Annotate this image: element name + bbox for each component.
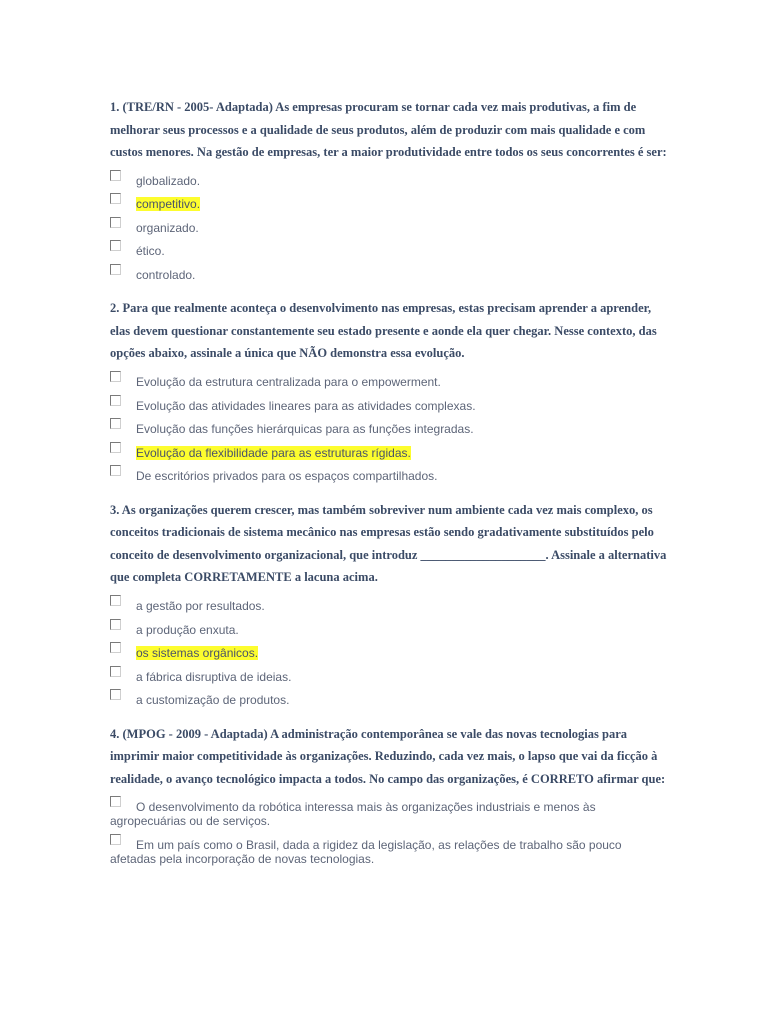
checkbox[interactable] (110, 264, 121, 275)
option-1c[interactable] (110, 217, 670, 241)
option-2d[interactable] (110, 442, 670, 466)
option-1e[interactable] (110, 264, 670, 288)
option-1b[interactable] (110, 193, 670, 217)
option-2e[interactable] (110, 465, 670, 489)
option-label: controlado. (136, 267, 196, 282)
option-label: globalizado. (136, 173, 201, 188)
option-2b[interactable] (110, 395, 670, 419)
option-label: Evolução das funções hierárquicas para as funções integradas. (136, 422, 474, 437)
option-3d[interactable] (110, 666, 670, 690)
question-3-text: 3. As organizações querem crescer, mas também sobreviver num ambiente cada vez mais complexo, os conceitos tradicionais de sistema mecânico nas empresas estão sendo gradativamente substituídos pelo conceito de desenvolvimento organizacional, que introduz ____________________. Assinale a alternativa que completa CORRETAMENTE a lacuna acima. (110, 502, 667, 585)
checkbox[interactable] (110, 170, 121, 181)
option-1d[interactable] (110, 240, 670, 264)
option-label: a customização de produtos. (136, 693, 290, 708)
option-1a[interactable] (110, 170, 670, 194)
checkbox[interactable] (110, 395, 121, 406)
option-3e[interactable] (110, 689, 670, 713)
option-2c[interactable] (110, 418, 670, 442)
checkbox[interactable] (110, 834, 121, 845)
checkbox[interactable] (110, 418, 121, 429)
checkbox[interactable] (110, 465, 121, 476)
option-2a[interactable] (110, 371, 670, 395)
checkbox[interactable] (110, 595, 121, 606)
option-3a[interactable] (110, 595, 670, 619)
checkbox[interactable] (110, 619, 121, 630)
question-1-text: 1. (TRE/RN - 2005- Adaptada) As empresas procuram se tornar cada vez mais produtivas, a fim de melhorar seus processos e a qualidade de seus produtos, além de produzir com mais qualidade e com custos menores. Na gestão de empresas, ter a maior produtividade entre todos os seus concorrentes é ser: (110, 100, 667, 159)
option-4a[interactable] (110, 796, 670, 834)
checkbox[interactable] (110, 442, 121, 453)
option-label: Evolução das atividades lineares para as atividades complexas. (136, 398, 476, 413)
option-3b[interactable] (110, 619, 670, 643)
option-label: organizado. (136, 220, 199, 235)
checkbox[interactable] (110, 240, 121, 251)
checkbox[interactable] (110, 689, 121, 700)
question-4-options (110, 796, 670, 872)
option-label: Evolução da estrutura centralizada para o empowerment. (136, 374, 441, 389)
question-2-options (110, 371, 670, 489)
checkbox[interactable] (110, 666, 121, 677)
question-3-options (110, 595, 670, 713)
option-label: De escritórios privados para os espaços compartilhados. (136, 469, 438, 484)
option-label: O desenvolvimento da robótica interessa mais às organizações industriais e menos às agropecuárias ou de serviços. (110, 800, 596, 829)
option-label: a gestão por resultados. (136, 598, 265, 613)
question-1-options (110, 170, 670, 288)
checkbox[interactable] (110, 217, 121, 228)
option-4b[interactable] (110, 834, 670, 872)
option-label: a produção enxuta. (136, 622, 239, 637)
highlighted-option-label: Evolução da flexibilidade para as estruturas rígidas. (136, 445, 411, 460)
option-label: Em um país como o Brasil, dada a rigidez da legislação, as relações de trabalho são pouco afetadas pela incorporação de novas tecnologias. (110, 838, 622, 867)
option-label: ético. (136, 244, 165, 259)
highlighted-option-label: competitivo. (136, 197, 201, 212)
checkbox[interactable] (110, 371, 121, 382)
highlighted-option-label: os sistemas orgânicos. (136, 646, 259, 661)
checkbox[interactable] (110, 642, 121, 653)
option-3c[interactable] (110, 642, 670, 666)
question-4-text: 4. (MPOG - 2009 - Adaptada) A administração contemporânea se vale das novas tecnologias para imprimir maior competitividade às organizações. Reduzindo, cada vez mais, o lapso que vai da ficção à realidade, o avanço tecnológico impacta a todos. No campo das organizações, é CORRETO afirmar que: (110, 726, 666, 786)
quiz-page (110, 96, 670, 882)
checkbox[interactable] (110, 193, 121, 204)
question-2-text: 2. Para que realmente aconteça o desenvolvimento nas empresas, estas precisam aprender a aprender, elas devem questionar constantemente seu estado presente e aonde ela quer chegar. Nesse contexto, das opções abaixo, assinale a única que NÃO demonstra essa evolução. (110, 301, 657, 361)
option-label: a fábrica disruptiva de ideias. (136, 669, 292, 684)
checkbox[interactable] (110, 796, 121, 807)
